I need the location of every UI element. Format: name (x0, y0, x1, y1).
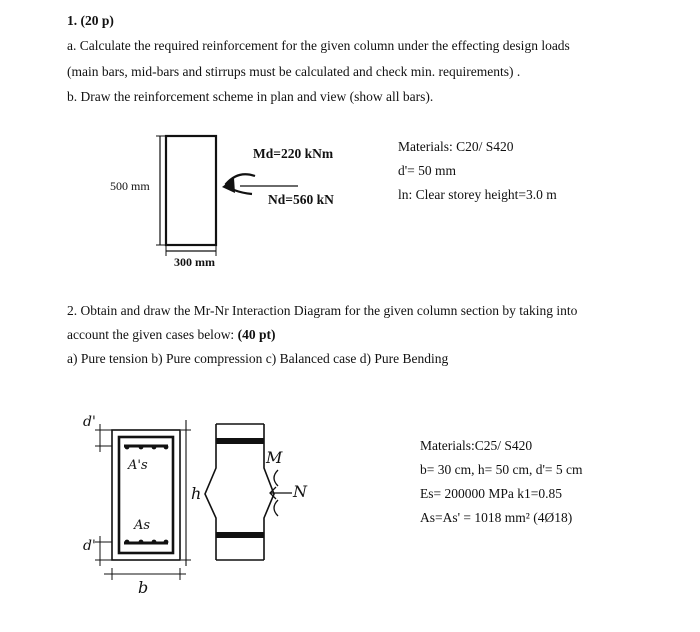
bottom-bar (125, 540, 130, 545)
q2-m-label: M (266, 448, 283, 467)
top-bar (139, 445, 144, 450)
q1-materials-line1: Materials: C20/ S420 (398, 139, 514, 154)
q2-line2-text: account the given cases below: (67, 327, 238, 342)
q2-materials-line1: Materials:C25/ S420 (420, 438, 533, 453)
q1-line-a1: a. Calculate the required reinforcement for the given column under the effecting design loads (67, 38, 570, 53)
q1-materials-line2: d'= 50 mm (398, 163, 457, 178)
q1-line-a2: (main bars, mid-bars and stirrups must be calculated and check min. requirements) . (67, 64, 521, 79)
top-bar (152, 445, 157, 450)
m-arrow-lower (274, 500, 278, 516)
q2-d-top-label: d' (83, 414, 96, 430)
bottom-bar (139, 540, 144, 545)
top-bar (125, 445, 130, 450)
q2-line1: 2. Obtain and draw the Mr-Nr Interaction Diagram for the given column section by taking into (67, 303, 578, 318)
q2-as-top-label: A's (128, 458, 148, 473)
section-outer (112, 430, 180, 560)
section-stirrup (119, 437, 173, 553)
q2-as-bottom-label: As (134, 518, 151, 533)
q2-n-label: N (293, 482, 307, 501)
q1-dim-width: 300 mm (174, 255, 215, 269)
q2-materials-line3: Es= 200000 MPa k1=0.85 (420, 486, 562, 501)
bottom-reinforcement-band (216, 532, 264, 538)
q2-b-label: b (138, 578, 149, 597)
bottom-bar (152, 540, 157, 545)
q1-heading: 1. (20 p) (67, 13, 114, 28)
bottom-bar (164, 540, 169, 545)
left-bracket (205, 424, 216, 560)
right-bracket (264, 424, 274, 560)
q1-axial-label: Nd=560 kN (268, 192, 334, 207)
m-arrow (274, 470, 278, 486)
q1-moment-label: Md=220 kNm (253, 146, 334, 161)
q1-line-b: b. Draw the reinforcement scheme in plan and view (show all bars). (67, 89, 434, 104)
q2-materials-line2: b= 30 cm, h= 50 cm, d'= 5 cm (420, 462, 583, 477)
q2-d-bottom-label: d' (83, 538, 96, 554)
q1-dim-height: 500 mm (110, 179, 150, 193)
q2-materials-line4: As=As' = 1018 mm² (4Ø18) (420, 510, 573, 525)
top-bar (164, 445, 169, 450)
q2-h-label: h (191, 484, 202, 503)
q2-cases: a) Pure tension b) Pure compression c) Balanced case d) Pure Bending (67, 351, 449, 366)
top-reinforcement-band (216, 438, 264, 444)
q1-materials-line3: ln: Clear storey height=3.0 m (398, 187, 557, 202)
q2-points: (40 pt) (237, 327, 276, 342)
